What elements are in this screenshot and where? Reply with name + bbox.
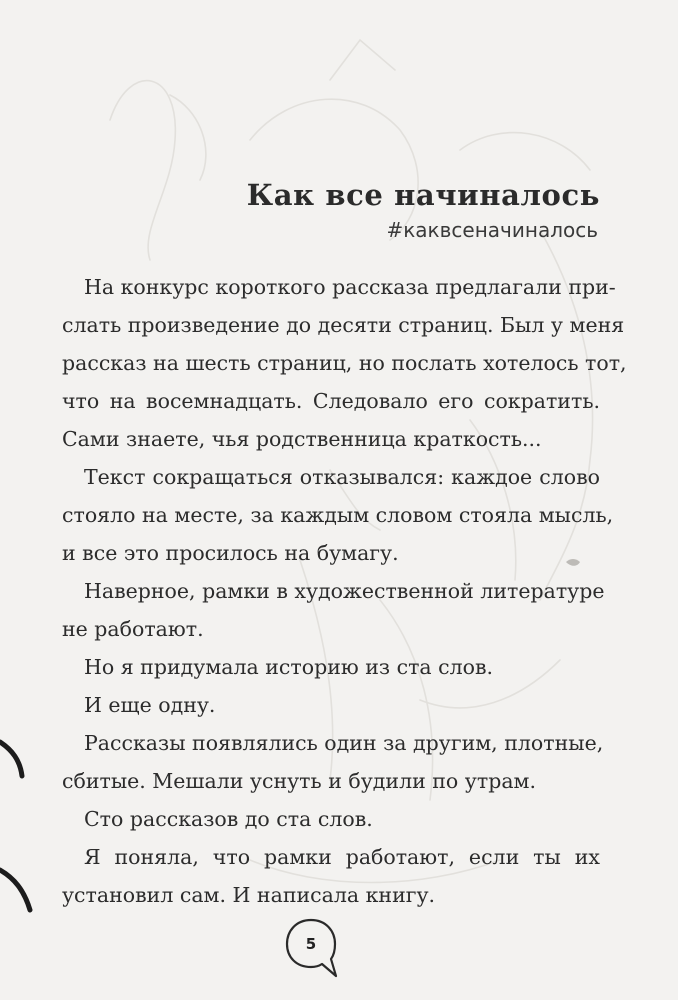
text-line: стояло на месте, за каждым словом стояла мысль, (62, 503, 614, 527)
body-text (62, 268, 627, 914)
text-line: Я поняла, что рамки работают, если ты их (84, 845, 600, 869)
text-line: не работают. (62, 617, 204, 641)
text-line: рассказ на шесть страниц, но послать хотелось тот, (62, 351, 627, 375)
text-line: Рассказы появлялись один за другим, плотные, (84, 731, 604, 755)
text-line: Сто рассказов до ста слов. (84, 807, 373, 831)
edge-ink-mark-icon (0, 720, 40, 920)
text-line: Но я придумала историю из ста слов. (84, 655, 494, 679)
text-line: Сами знаете, чья родственница краткость... (62, 427, 542, 451)
text-line: На конкурс короткого рассказа предлагали при- (84, 275, 616, 299)
text-line: Наверное, рамки в художественной литературе (84, 579, 605, 603)
text-line: слать произведение до десяти страниц. Был у меня (62, 313, 625, 337)
text-line: что на восемнадцать. Следовало его сократить. (62, 389, 600, 413)
page-number: 5 (305, 935, 317, 953)
chapter-hashtag: #каквсеначиналось (386, 218, 598, 242)
text-line: сбитые. Мешали уснуть и будили по утрам. (62, 769, 537, 793)
text-line: установил сам. И написала книгу. (62, 883, 436, 907)
text-line: И еще одну. (84, 693, 216, 717)
text-line: Текст сокращаться отказывался: каждое слово (84, 465, 600, 489)
chapter-title: Как все начиналось (246, 178, 600, 212)
text-line: и все это просилось на бумагу. (62, 541, 399, 565)
